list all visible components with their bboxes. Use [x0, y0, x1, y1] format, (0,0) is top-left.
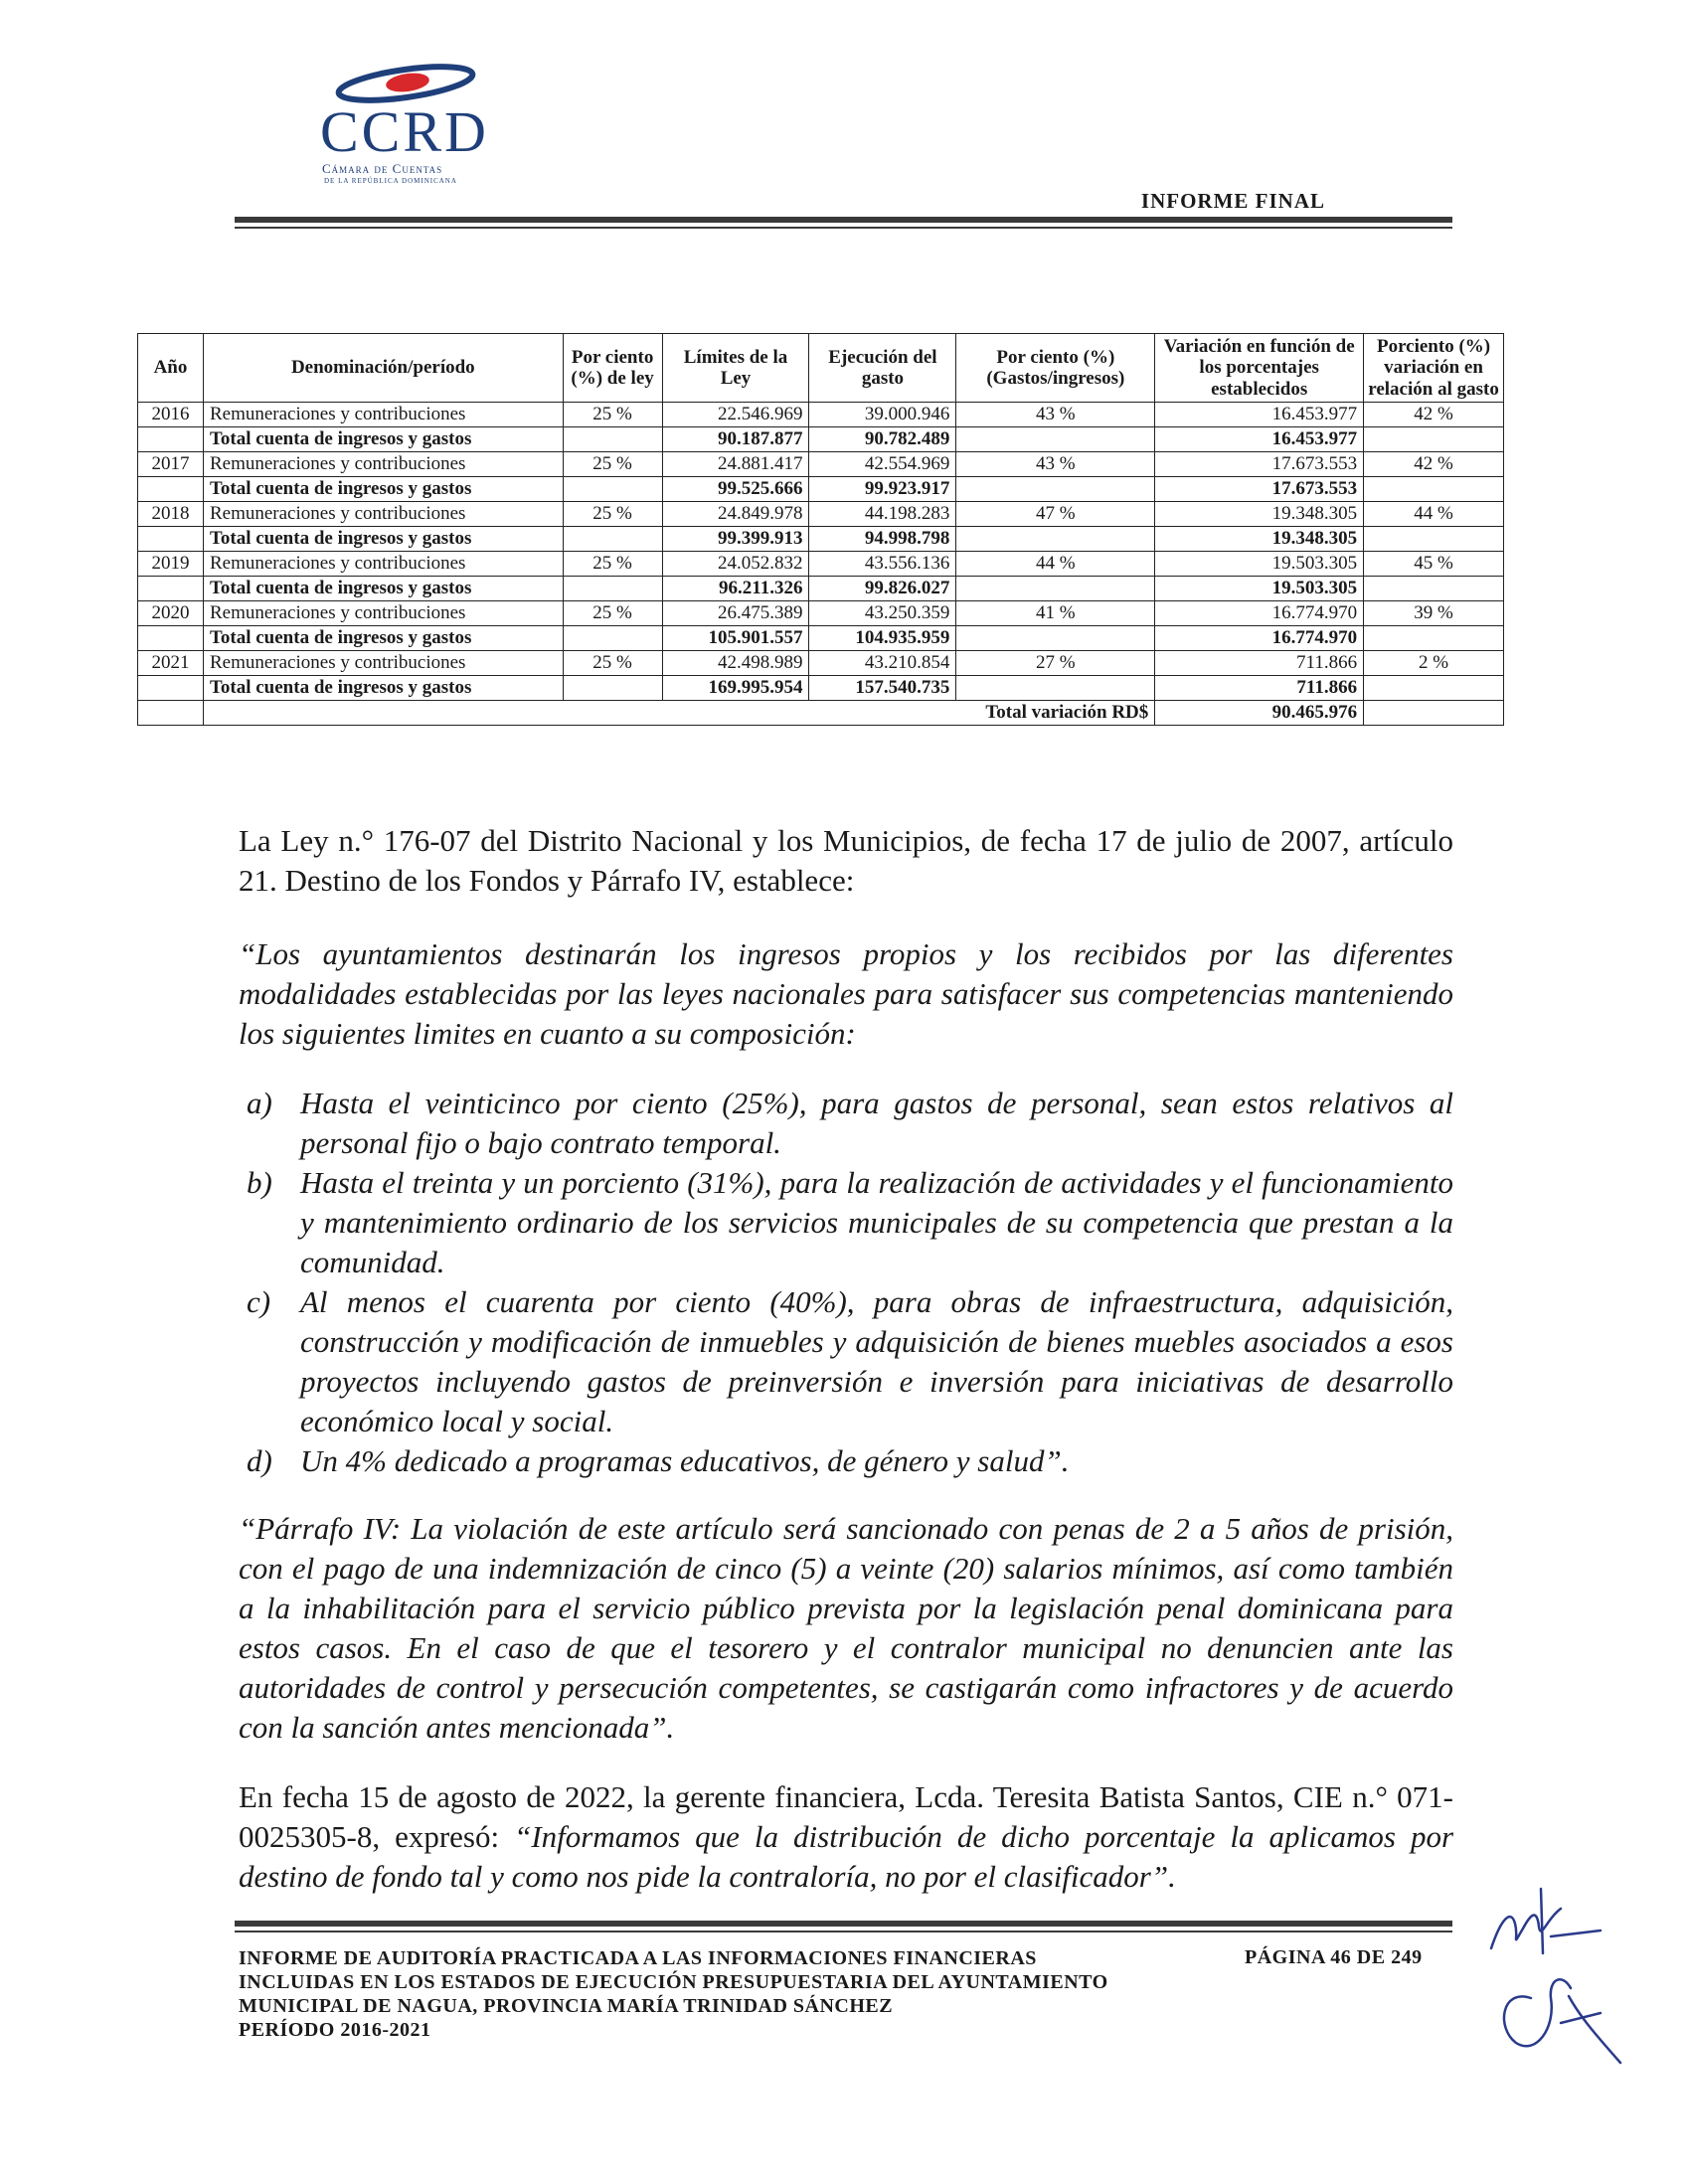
- list-item-text: Un 4% dedicado a programas educativos, de género y salud”.: [300, 1443, 1070, 1478]
- cell-denomination: Remuneraciones y contribuciones: [203, 650, 563, 675]
- cell-total-variation: 16.774.970: [1155, 625, 1364, 650]
- cell-total-variation: 19.503.305: [1155, 576, 1364, 600]
- ccrd-logo: [316, 58, 545, 185]
- cell-total-exec: 157.540.735: [809, 675, 956, 700]
- cell-pct: 43 %: [956, 451, 1155, 476]
- cell-year: 2021: [138, 650, 204, 675]
- cell-pct: 43 %: [956, 402, 1155, 426]
- table-header-row: [138, 334, 1504, 403]
- law-quote-intro: “Los ayuntamientos destinarán los ingresos propios y los recibidos por las diferentes modalidades establecidas por las leyes nacionales para satisfacer sus competencias manteniendo los siguientes limites en cuanto a su composición:: [239, 936, 1453, 1051]
- list-item-text: Hasta el veinticinco por ciento (25%), para gastos de personal, sean estos relativos al personal fijo o bajo contrato temporal.: [300, 1086, 1453, 1160]
- cell-total-variation: 19.348.305: [1155, 526, 1364, 551]
- list-item: [239, 1163, 1453, 1282]
- cell-total-label: Total cuenta de ingresos y gastos: [203, 476, 563, 501]
- footer-line: PERÍODO 2016-2021: [239, 2019, 431, 2041]
- cell-var-pct: 42 %: [1364, 451, 1504, 476]
- cell-year: 2018: [138, 501, 204, 526]
- cell-variation: 711.866: [1155, 650, 1364, 675]
- cell-variation: 16.453.977: [1155, 402, 1364, 426]
- header-title: INFORME FINAL: [1140, 189, 1325, 213]
- cell-exec: 43.250.359: [809, 600, 956, 625]
- cell-pct-law: 25 %: [563, 501, 662, 526]
- cell-pct-law: 25 %: [563, 551, 662, 576]
- cell-year: 2019: [138, 551, 204, 576]
- col-limits: Límites de la Ley: [662, 334, 809, 403]
- cell-exec: 39.000.946: [809, 402, 956, 426]
- cell-total-exec: 94.998.798: [809, 526, 956, 551]
- table-row: [138, 600, 1504, 625]
- cell-var-pct: 45 %: [1364, 551, 1504, 576]
- cell-total-label: Total cuenta de ingresos y gastos: [203, 675, 563, 700]
- cell-var-pct: 42 %: [1364, 402, 1504, 426]
- footer-line: INCLUIDAS EN LOS ESTADOS DE EJECUCIÓN PRESUPUESTARIA DEL AYUNTAMIENTO: [239, 1971, 1108, 1993]
- cell-year: 2020: [138, 600, 204, 625]
- cell-exec: 44.198.283: [809, 501, 956, 526]
- cell-denomination: Remuneraciones y contribuciones: [203, 402, 563, 426]
- table-total-row: [138, 476, 1504, 501]
- table-total-row: [138, 675, 1504, 700]
- cell-variation: 19.348.305: [1155, 501, 1364, 526]
- col-percent-spent: Por ciento (%) (Gastos/ingresos): [956, 334, 1155, 403]
- list-marker: d): [247, 1443, 272, 1478]
- cell-year: 2017: [138, 451, 204, 476]
- cell-denomination: Remuneraciones y contribuciones: [203, 551, 563, 576]
- cell-pct-law: 25 %: [563, 451, 662, 476]
- cell-total-variation: 16.453.977: [1155, 426, 1364, 451]
- table-row: [138, 551, 1504, 576]
- cell-limit: 24.849.978: [662, 501, 809, 526]
- cell-pct: 44 %: [956, 551, 1155, 576]
- cell-denomination: Remuneraciones y contribuciones: [203, 451, 563, 476]
- cell-pct: 41 %: [956, 600, 1155, 625]
- cell-limit: 42.498.989: [662, 650, 809, 675]
- cell-total-limit: 96.211.326: [662, 576, 809, 600]
- logo-subtitle: Cámara de Cuentas: [322, 161, 443, 176]
- paragraph-iv: “Párrafo IV: La violación de este artículo será sancionado con penas de 2 a 5 años de prisión, con el pago de una indemnización de cinco (5) a veinte (20) salarios mínimos, así como también a la inhabilitación para el servicio público prevista por la legislación penal dominicana para estos casos. En el caso de que el tesorero y el contralor municipal no denuncien ante las autoridades de control y persecución competentes, se castigarán como infractores y de acuerdo con la sanción antes mencionada”.: [239, 1511, 1453, 1745]
- cell-total-label: Total cuenta de ingresos y gastos: [203, 426, 563, 451]
- cell-variation: 19.503.305: [1155, 551, 1364, 576]
- page-number: PÁGINA 46 DE 249: [1245, 1946, 1423, 1968]
- table-total-row: [138, 526, 1504, 551]
- cell-total-exec: 90.782.489: [809, 426, 956, 451]
- cell-limit: 24.052.832: [662, 551, 809, 576]
- cell-total-variation: 17.673.553: [1155, 476, 1364, 501]
- handwritten-signature-icon: [1481, 1879, 1630, 2068]
- list-item-text: Al menos el cuarenta por ciento (40%), para obras de infraestructura, adquisición, construcción y modificación de inmuebles y adquisición de bienes muebles asociados a esos proyectos incluyendo gastos de preinversión e inversión para iniciativas de desarrollo económico local y social.: [300, 1284, 1453, 1438]
- list-marker: b): [247, 1165, 272, 1200]
- table-row: [138, 650, 1504, 675]
- list-marker: a): [247, 1086, 272, 1120]
- table-row: [138, 402, 1504, 426]
- col-denomination: Denominación/período: [203, 334, 563, 403]
- cell-total-label: Total cuenta de ingresos y gastos: [203, 526, 563, 551]
- footer-report-title: [239, 1946, 1213, 2042]
- footer-rule-thin: [235, 1931, 1452, 1932]
- logo-subtitle-small: DE LA REPÚBLICA DOMINICANA: [324, 177, 457, 185]
- cell-exec: 43.556.136: [809, 551, 956, 576]
- cell-exec: 43.210.854: [809, 650, 956, 675]
- cell-pct: 47 %: [956, 501, 1155, 526]
- cell-limit: 26.475.389: [662, 600, 809, 625]
- cell-total-limit: 169.995.954: [662, 675, 809, 700]
- col-percent-law: Por ciento (%) de ley: [563, 334, 662, 403]
- list-item: [239, 1282, 1453, 1441]
- col-variation-pct: Porciento (%) variación en relación al gasto: [1364, 334, 1504, 403]
- cell-total-limit: 99.399.913: [662, 526, 809, 551]
- logo-text: CCRD: [320, 99, 489, 164]
- col-year: Año: [138, 334, 204, 403]
- grand-total-row: [138, 700, 1504, 725]
- cell-variation: 16.774.970: [1155, 600, 1364, 625]
- list-marker: c): [247, 1284, 271, 1319]
- closing-quote: “Informamos que la distribución de dicho porcentaje la aplicamos por destino de fondo tal y como nos pide la contraloría, no por el clasificador”.: [239, 1819, 1454, 1894]
- cell-limit: 22.546.969: [662, 402, 809, 426]
- cell-denomination: Remuneraciones y contribuciones: [203, 600, 563, 625]
- table-total-row: [138, 426, 1504, 451]
- cell-pct-law: 25 %: [563, 650, 662, 675]
- law-intro-paragraph: La Ley n.° 176-07 del Distrito Nacional y los Municipios, de fecha 17 de julio de 2007, artículo 21. Destino de los Fondos y Párrafo IV, establece:: [239, 823, 1453, 898]
- cell-total-limit: 105.901.557: [662, 625, 809, 650]
- cell-pct: 27 %: [956, 650, 1155, 675]
- cell-total-label: Total cuenta de ingresos y gastos: [203, 576, 563, 600]
- table-row: [138, 451, 1504, 476]
- cell-year: 2016: [138, 402, 204, 426]
- header-rule: [235, 217, 1452, 223]
- cell-var-pct: 39 %: [1364, 600, 1504, 625]
- cell-denomination: Remuneraciones y contribuciones: [203, 501, 563, 526]
- list-item-text: Hasta el treinta y un porciento (31%), para la realización de actividades y el funcionamiento y mantenimiento ordinario de los servicios municipales de su competencia que prestan a la comunidad.: [300, 1165, 1453, 1279]
- grand-total-label: Total variación RD$: [203, 700, 1154, 725]
- table-total-row: [138, 625, 1504, 650]
- limits-list: [239, 1084, 1453, 1481]
- header-rule-thin: [235, 227, 1452, 229]
- list-item: [239, 1084, 1453, 1163]
- cell-total-limit: 90.187.877: [662, 426, 809, 451]
- closing-lead: En fecha 15 de agosto de 2022, la gerente financiera, Lcda. Teresita Batista Santos, CIE n.° 071-0025305-8, expresó:: [239, 1779, 1453, 1854]
- footer-line: INFORME DE AUDITORÍA PRACTICADA A LAS INFORMACIONES FINANCIERAS: [239, 1947, 1037, 1969]
- footer-line: MUNICIPAL DE NAGUA, PROVINCIA MARÍA TRINIDAD SÁNCHEZ: [239, 1995, 894, 2017]
- list-item: [239, 1441, 1453, 1481]
- cell-total-exec: 104.935.959: [809, 625, 956, 650]
- cell-total-label: Total cuenta de ingresos y gastos: [203, 625, 563, 650]
- cell-var-pct: 44 %: [1364, 501, 1504, 526]
- col-variation: Variación en función de los porcentajes establecidos: [1155, 334, 1364, 403]
- cell-pct-law: 25 %: [563, 600, 662, 625]
- cell-limit: 24.881.417: [662, 451, 809, 476]
- spending-limits-table: [137, 333, 1504, 726]
- cell-total-limit: 99.525.666: [662, 476, 809, 501]
- cell-total-exec: 99.826.027: [809, 576, 956, 600]
- col-execution: Ejecución del gasto: [809, 334, 956, 403]
- grand-total-value: 90.465.976: [1155, 700, 1364, 725]
- cell-exec: 42.554.969: [809, 451, 956, 476]
- closing-paragraph: [239, 1777, 1453, 1897]
- cell-total-variation: 711.866: [1155, 675, 1364, 700]
- footer-rule: [235, 1921, 1452, 1927]
- cell-total-exec: 99.923.917: [809, 476, 956, 501]
- cell-var-pct: 2 %: [1364, 650, 1504, 675]
- table-row: [138, 501, 1504, 526]
- cell-variation: 17.673.553: [1155, 451, 1364, 476]
- cell-pct-law: 25 %: [563, 402, 662, 426]
- table-total-row: [138, 576, 1504, 600]
